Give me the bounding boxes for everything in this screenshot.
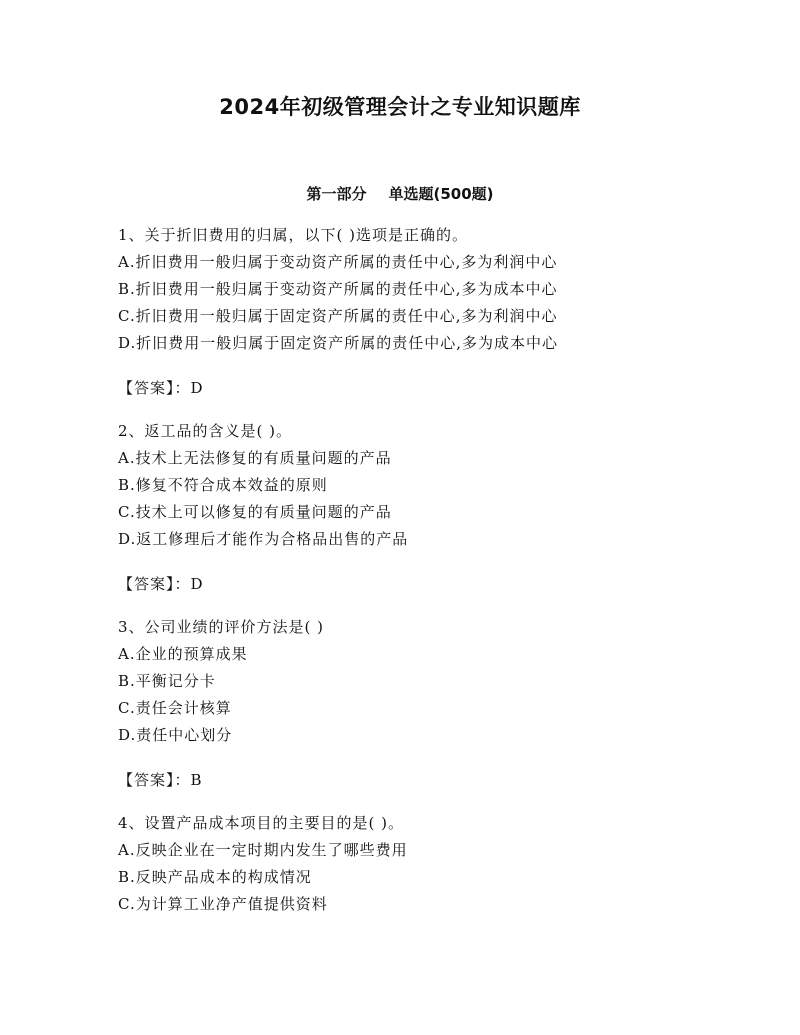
question-3 bbox=[118, 614, 758, 794]
option-a: A.反映企业在一定时期内发生了哪些费用 bbox=[118, 841, 408, 859]
option-b: B.折旧费用一般归属于变动资产所属的责任中心,多为成本中心 bbox=[118, 280, 558, 298]
answer-label: 【答案】 bbox=[118, 575, 175, 593]
section-name: 单选题(500题) bbox=[388, 185, 494, 203]
question-list bbox=[118, 222, 758, 918]
answer-value: D bbox=[190, 575, 204, 593]
answer-value: B bbox=[190, 771, 203, 789]
option-b: B.反映产品成本的构成情况 bbox=[118, 868, 312, 886]
option-c: C.为计算工业净产值提供资料 bbox=[118, 895, 328, 913]
question-stem: 4、设置产品成本项目的主要目的是( )。 bbox=[118, 814, 405, 832]
document-title: 2024年初级管理会计之专业知识题库 bbox=[219, 95, 581, 119]
option-b: B.平衡记分卡 bbox=[118, 672, 216, 690]
option-c: C.责任会计核算 bbox=[118, 699, 232, 717]
answer-line bbox=[118, 375, 758, 402]
question-2 bbox=[118, 418, 758, 598]
option-a: A.技术上无法修复的有质量问题的产品 bbox=[118, 449, 392, 467]
option-c: C.技术上可以修复的有质量问题的产品 bbox=[118, 503, 392, 521]
answer-separator: ： bbox=[174, 575, 191, 593]
option-d: D.折旧费用一般归属于固定资产所属的责任中心,多为成本中心 bbox=[118, 334, 559, 352]
answer-separator: ： bbox=[174, 771, 191, 789]
question-stem: 1、关于折旧费用的归属，以下( )选项是正确的。 bbox=[118, 226, 469, 244]
answer-line bbox=[118, 767, 758, 794]
option-b: B.修复不符合成本效益的原则 bbox=[118, 476, 328, 494]
answer-value: D bbox=[190, 379, 204, 397]
question-stem: 2、返工品的含义是( )。 bbox=[118, 422, 293, 440]
option-a: A.折旧费用一般归属于变动资产所属的责任中心,多为利润中心 bbox=[118, 253, 558, 271]
option-c: C.折旧费用一般归属于固定资产所属的责任中心,多为利润中心 bbox=[118, 307, 558, 325]
option-a: A.企业的预算成果 bbox=[118, 645, 248, 663]
answer-line bbox=[118, 571, 758, 598]
question-1 bbox=[118, 222, 758, 402]
question-stem: 3、公司业绩的评价方法是( ) bbox=[118, 618, 325, 636]
question-4 bbox=[118, 810, 758, 918]
option-d: D.责任中心划分 bbox=[118, 726, 233, 744]
answer-label: 【答案】 bbox=[118, 771, 175, 789]
option-d: D.返工修理后才能作为合格品出售的产品 bbox=[118, 530, 409, 548]
section-part: 第一部分 bbox=[306, 185, 367, 203]
section-heading bbox=[0, 182, 800, 206]
answer-separator: ： bbox=[174, 379, 191, 397]
answer-label: 【答案】 bbox=[118, 379, 175, 397]
